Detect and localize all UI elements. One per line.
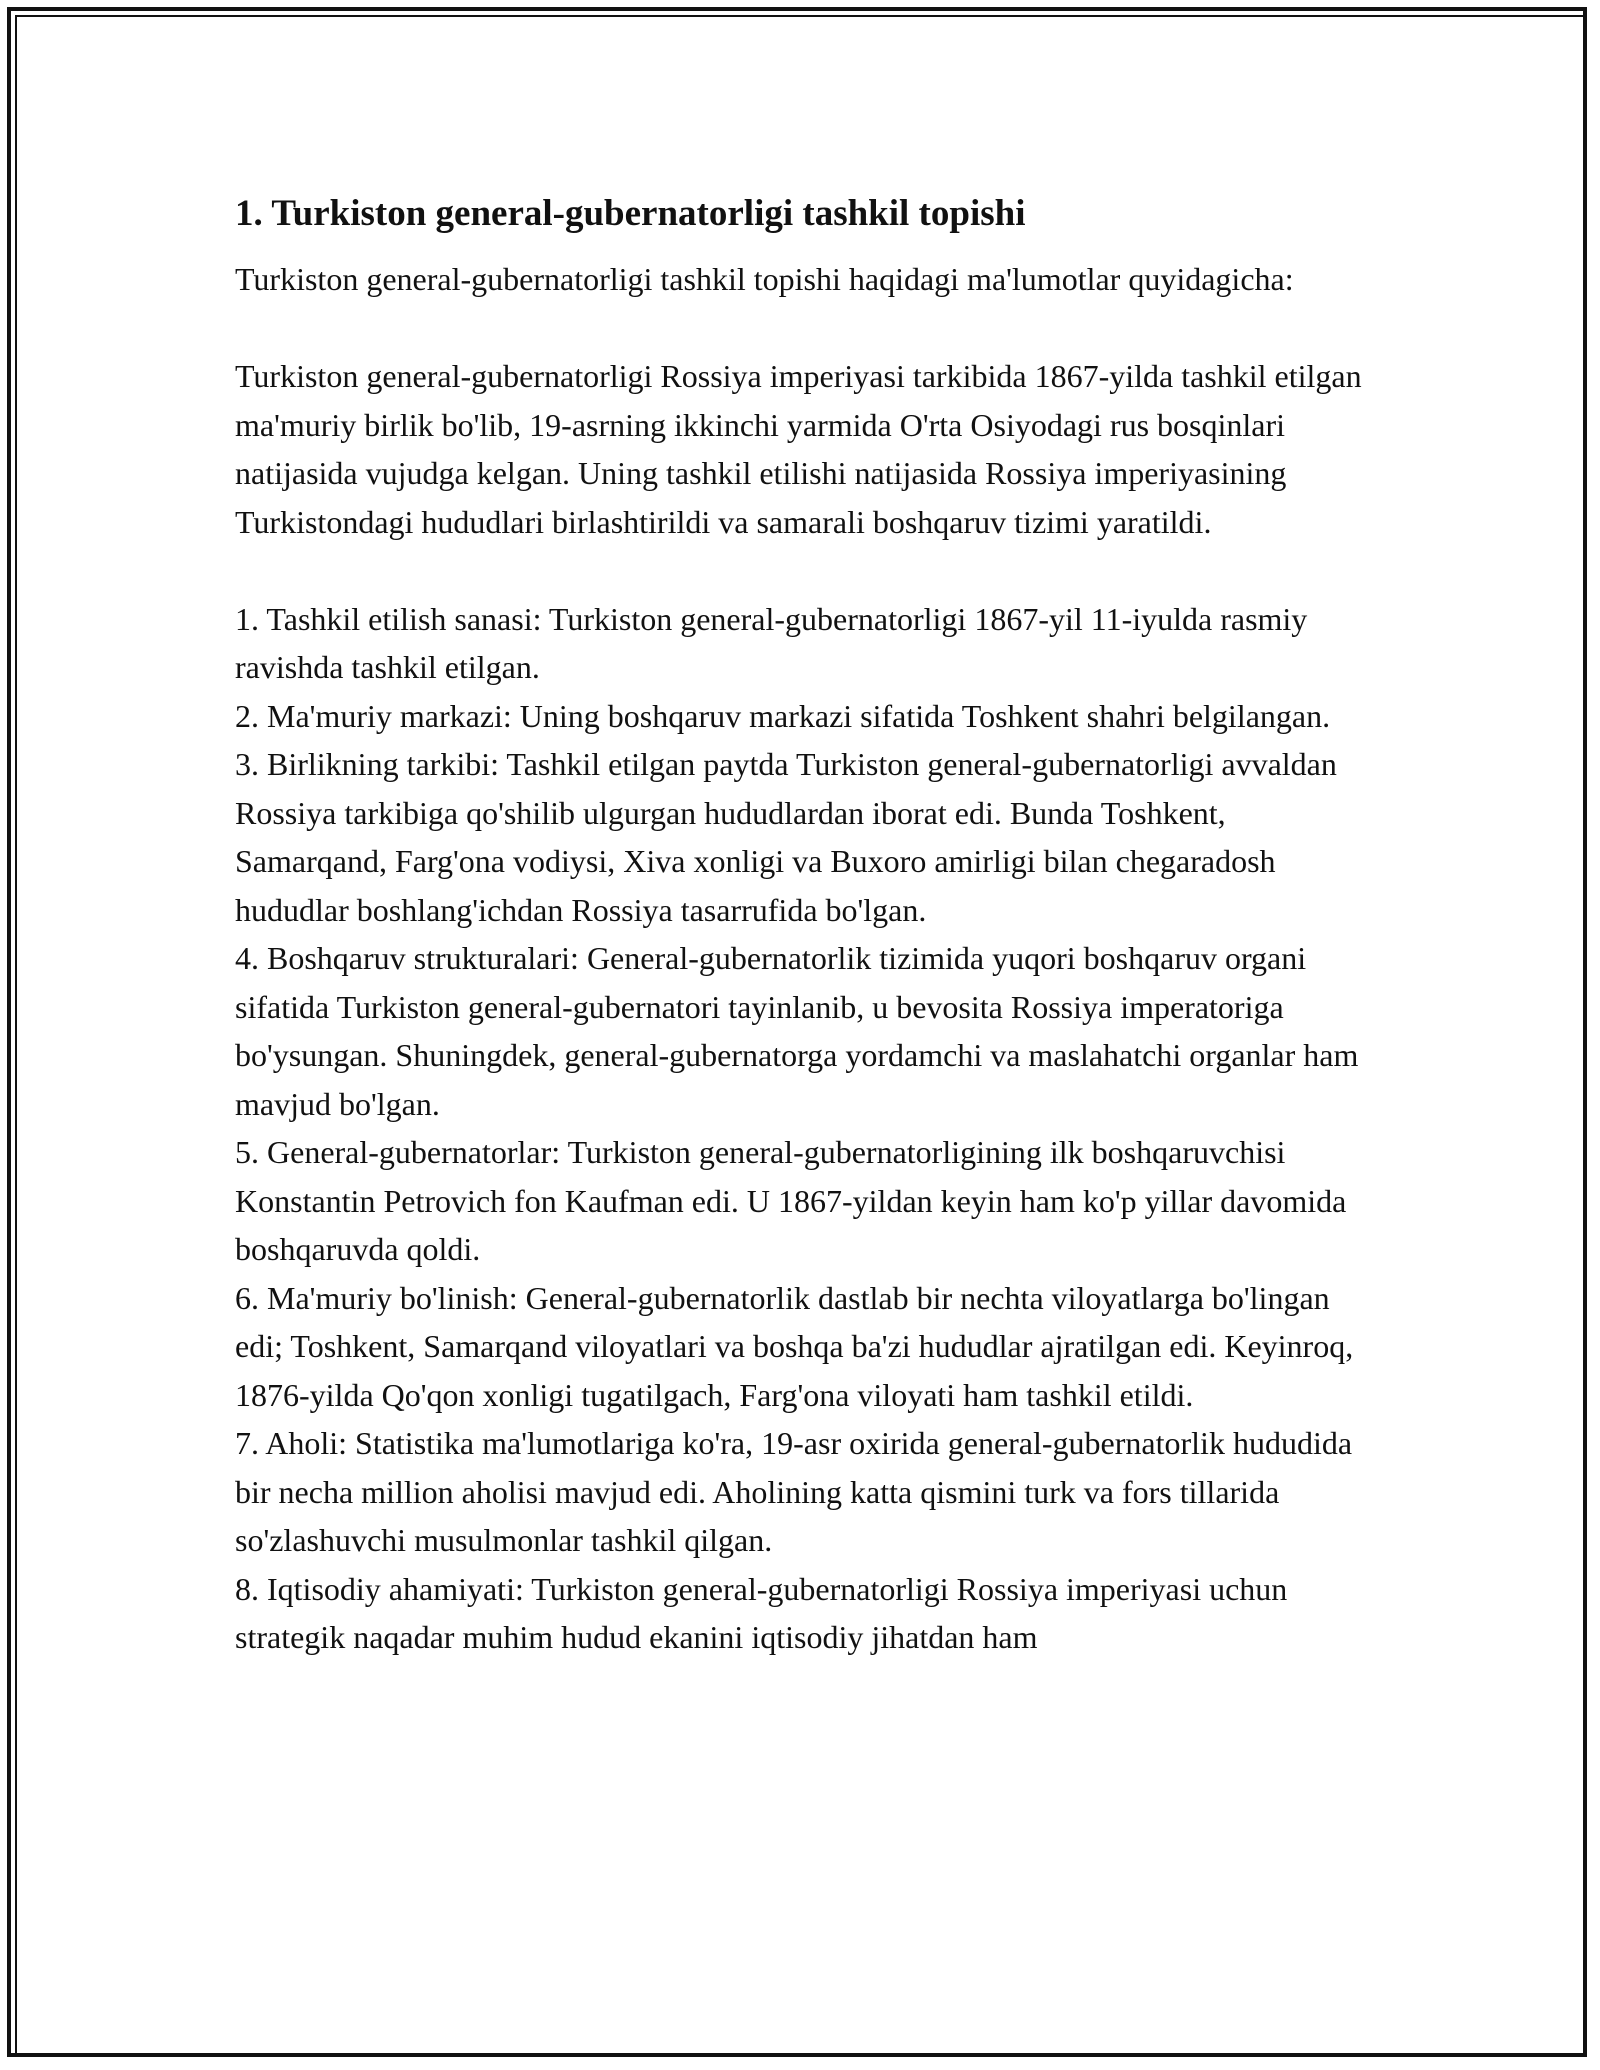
list-item: 8. Iqtisodiy ahamiyati: Turkiston general-gubernatorligi Rossiya imperiyasi uchun strategik naqadar muhim hudud ekanini iqtisodiy jihatdan ham [235,1570,1288,1655]
list-item: 3. Birlikning tarkibi: Tashkil etilgan paytda Turkiston general-gubernatorligi avvaldan Rossiya tarkibiga qo'shilib ulgurgan hududlardan iborat edi. Bunda Toshkent, Samarqand, Farg'ona vodiysi, Xiva xonligi va Buxoro amirligi bilan chegaradosh hududlar boshlang'ichdan Rossiya tasarrufida bo'lgan. [235,746,1337,928]
numbered-list [235,595,1375,1662]
document-title: 1. Turkiston general-gubernatorligi tashkil topishi [235,193,1026,234]
list-item: 1. Tashkil etilish sanasi: Turkiston general-gubernatorligi 1867-yil 11-iyulda rasmiy ravishda tashkil etilgan. [235,600,1308,685]
list-item: 5. General-gubernatorlar: Turkiston general-gubernatorligining ilk boshqaruvchisi Konstantin Petrovich fon Kaufman edi. U 1867-yildan keyin ham ko'p yillar davomida boshqaruvda qoldi. [235,1134,1347,1267]
document-body [235,185,1375,1662]
main-paragraph: Turkiston general-gubernatorligi Rossiya imperiyasi tarkibida 1867-yilda tashkil etilgan ma'muriy birlik bo'lib, 19-asrning ikkinchi yarmida O'rta Osiyodagi rus bosqinlari natijasida vujudga kelgan. Uning tashkil etilishi natijasida Rossiya imperiyasining Turkistondagi hududlari birlashtirildi va samarali boshqaruv tizimi yaratildi. [235,358,1362,540]
list-item: 4. Boshqaruv strukturalari: General-gubernatorlik tizimida yuqori boshqaruv organi sifatida Turkiston general-gubernatori tayinlanib, u bevosita Rossiya imperatoriga bo'ysungan. Shuningdek, general-gubernatorga yordamchi va maslahatchi organlar ham mavjud bo'lgan. [235,940,1359,1122]
list-item: 6. Ma'muriy bo'linish: General-gubernatorlik dastlab bir nechta viloyatlarga bo'lingan edi; Toshkent, Samarqand viloyatlari va boshqa ba'zi hududlar ajratilgan edi. Keyinroq, 1876-yilda Qo'qon xonligi tugatilgach, Farg'ona viloyati ham tashkil etildi. [235,1279,1354,1413]
list-item: 7. Aholi: Statistika ma'lumotlariga ko'ra, 19-asr oxirida general-gubernatorlik hududida bir necha million aholisi mavjud edi. Aholining katta qismini turk va fors tillarida so'zlashuvchi musulmonlar tashkil qilgan. [235,1425,1353,1558]
intro-paragraph: Turkiston general-gubernatorligi tashkil topishi haqidagi ma'lumotlar quyidagicha: [235,261,1294,297]
list-item: 2. Ma'muriy markazi: Uning boshqaruv markazi sifatida Toshkent shahri belgilangan. [235,697,1331,734]
